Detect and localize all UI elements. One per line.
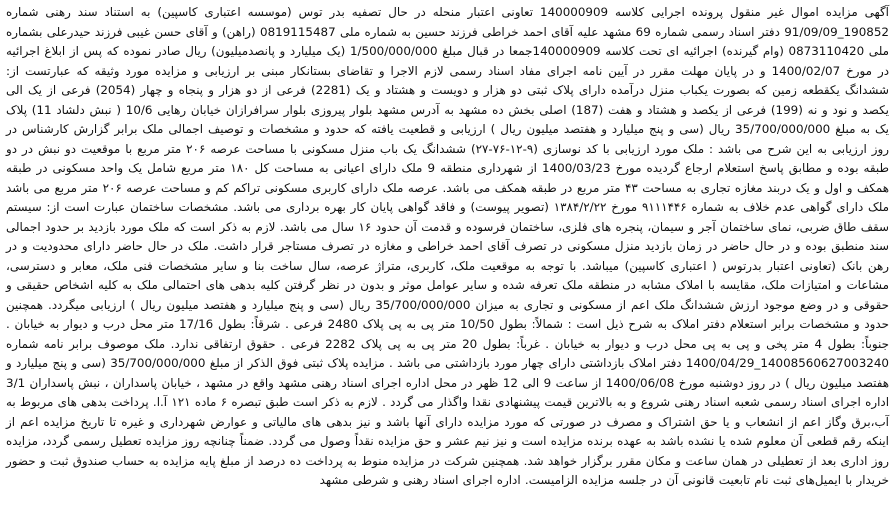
auction-notice-text: آگهی مزایده اموال غیر منقول پرونده اجرایی کلاسه 140000909 تعاونی اعتبار منحله در حال تصفیه بدر توس (موسسه اعتباری کاسپین) به استناد سند رهنی شماره 190852_91/09/09 دفتر اسناد رسمی شماره 69 مشهد علیه آقای احمد خراطی فرزند حسین به شماره ملی 0819115487 (راهن) و آقای حسن غیبی فرزند حیدرعلی بشماره ملی 0873110420 (وام گیرنده) اجرائیه ای تحت کلاسه 140000909جمعا در قبال مبلغ 1/500/000/000 (یک میلیارد و پانصدمیلیون) ریال صادر نموده که پس از ابلاغ اجرائیه در مورخ 1400/02/07 و در پایان مهلت مقرر در آیین نامه اجرای مفاد اسناد رسمی لازم الاجرا و تقاضای بستانکار مبنی بر ارزیابی و مزایده مورد وثیقه که عبارتست از: ششدانگ یکقطعه زمین که بصورت یکباب منزل درآمده دارای پلاک ثبتی دو هزار و دویست و هشتاد و یک (2281) فرعی از دو هزار و پنجاه و چهار (2054) فرعی از یک الی یکصد و نود و نه (199) فرعی از یکصد و هشتاد و هفت (187) اصلی بخش ده مشهد به آدرس مشهد بلوار پیروزی بلوار سرافرازان خیابان رهایی 10/6 ( نبش دلشاد 11) پلاک یک به مبلغ 35/700/000/000 ریال (سی و پنج میلیارد و هفتصد میلیون ریال ) ارزیابی و قطعیت یافته که حدود و مشخصات و توصیف اجمالی ملک برابر گزارش کارشناس در روز ارزیابی به این شرح می باشد : ملک مورد ارزیابی با کد نوسازی (۹-۱۲-۷۶-۲۷) ششدانگ یک باب منزل مسکونی با مساحت عرصه ۲۰۶ متر مربع با موقعیت دو نبش در دو طبقه بوده و مطابق پاسخ استعلام ارجاع گردیده مورخ 1400/03/23 از شهرداری منطقه 9 ملک دارای اعیانی به مساحت کل ۱۸۰ متر مربع شامل یک واحد مسکونی در طبقه همکف و اول و یک دربند مغازه تجاری به مساحت ۴۳ متر مربع در طبقه همکف می باشد. عرصه ملک دارای کاربری مسکونی تراکم کم و مساحت عرصه ۲۰۶ متر مربع می باشد ملک دارای گواهی عدم خلاف به شماره ۹۱۱۱۴۴۶ مورخ ۱۳۸۴/۲/۲۲ (تصویر پیوست) و فاقد گواهی پایان کار بهره برداری می باشد. مشخصات ساختمان عبارت است از: سیستم سقف طاق ضربی، نمای ساختمان آجر و سیمان، پنجره های فلزی، ساختمان فرسوده و قدمت آن حدود ۱۶ سال می باشد. لازم به ذکر است که ملک مورد بازدید بر حدود اجمالی سند منطبق بوده و در حال حاضر در زمان بازدید منزل مسکونی در تصرف آقای احمد خراطی و مغازه در تصرف مستاجر قرار داشت. ملک در حال حاضر دارای محدودیت و در رهن بانک (تعاونی اعتبار بدرتوس ( اعتباری کاسپین) میباشد. با توجه به موقعیت ملک، کاربری، متراژ عرصه، سال ساخت بنا و سایر مشخصات فنی ملک، معابر و دسترسی، مشاعات و امتیازات ملک، مقایسه با املاک مشابه در منطقه ملک تعرفه شده و سایر عوامل موثر و بدون در نظر گرفتن کلیه بدهی های احتمالی ملک به کلیه اشخاص حقیقی و حقوقی و در وضع موجود ارزش ششدانگ ملک اعم از مسکونی و تجاری به میزان 35/700/000/000 ریال (سی و پنج میلیارد و هفتصد میلیون ریال ) ارزیابی میگردد. همچنین حدود و مشخصات برابر استعلام دفتر املاک به شرح ذیل است : شمالاً: بطول 10/50 متر پی به پی پلاک 2480 فرعی . شرقاً: بطول 17/16 متر محل درب و دیوار به خیابان . جنوباً: بطول 4 متر پخی و پی به پی محل درب و دیوار به خیابان . غرباً: بطول 20 متر پی به پی پلاک 2282 فرعی . حقوق ارتفاقی ندارد. ملک موصوف برابر نامه شماره 14008560627003240_1400/04/29 دفتر املاک بازداشتی دارای چهار مورد بازداشتی می باشد . مزایده پلاک ثبتی فوق الذکر از مبلغ 35/700/000/000 (سی و پنج میلیارد و هفتصد میلیون ریال ) در روز دوشنبه مورخ 1400/06/08 از ساعت 9 الی 12 ظهر در محل اداره اجرای اسناد رهنی مشهد واقع در مشهد ، خیابان پاسداران ، نبش پاسداران 3/1 اداره اجرای اسناد رسمی شعبه اسناد رهنی شروع و به بالاترین قیمت پیشنهادی نقدا واگذار می گردد . لازم به ذکر است طبق تبصره ۶ ماده ۱۲۱ آ.ا. پرداخت بدهی های مربوط به آب،برق وگاز اعم از انشعاب و یا حق اشتراک و مصرف در صورتی که مورد مزایده دارای آنها باشد و نیز بدهی های مالیاتی و عوارض شهرداری و غیره تا تاریخ مزایده اعم از اینکه رقم قطعی آن معلوم شده یا نشده باشد به عهده برنده مزایده است و نیز نیم عشر و حق مزایده نقداً وصول می گردد. ضمناً چنانچه روز مزایده تعطیل رسمی گردد، مزایده روز اداری بعد از تعطیلی در همان ساعت و مکان مقرر برگزار خواهد شد. همچنین شرکت در مزایده منوط به پرداخت ده درصد از مبلغ پایه مزایده به حساب صندوق ثبت و حضور خریدار با ایمیل‌های ثبت نام تابعیت قانونی آن در جلسه مزایده الزامیست. اداره اجرای اسناد رهنی و شرطی مشهد [6, 5, 890, 487]
